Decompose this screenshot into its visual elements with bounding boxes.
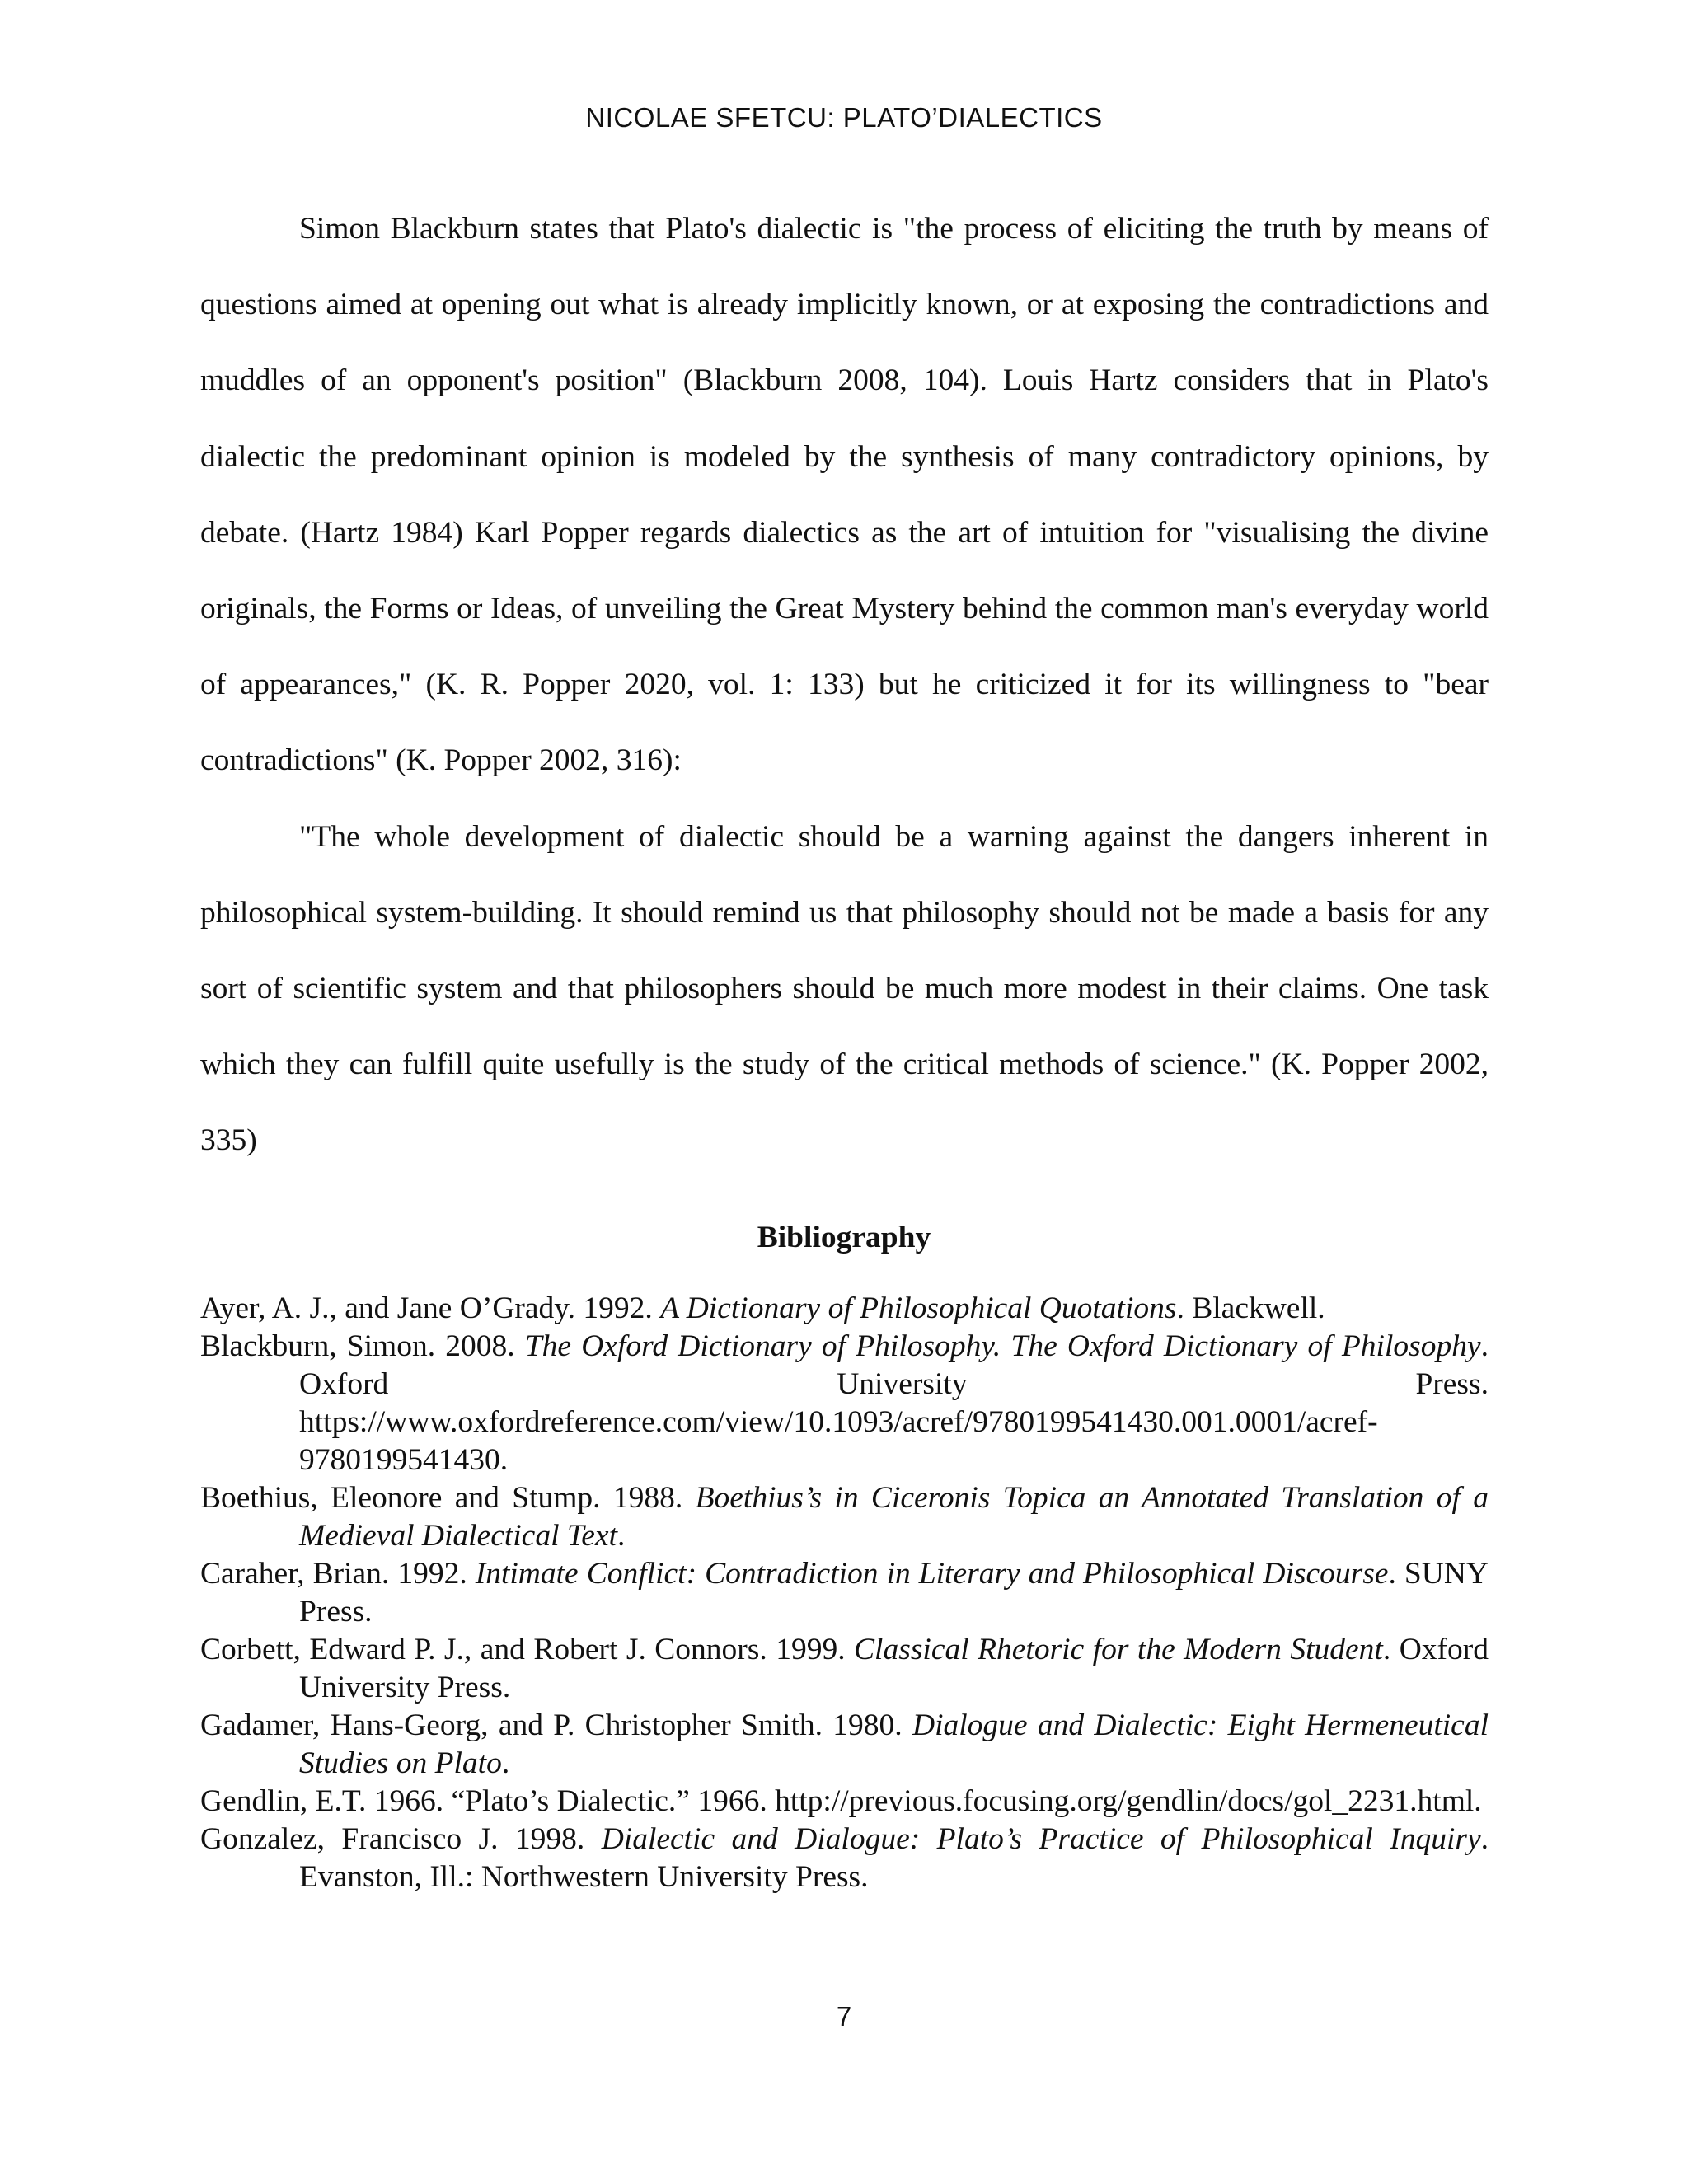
bibliography-list [200,1290,1489,1896]
paragraph-popper-quote: "The whole development of dialectic should be a warning against the dangers inherent in philosophical system-building. It should remind us that philosophy should not be made a basis for any sort of scientific system and that philosophers should be much more modest in their claims. One task which they can fulfill quite usefully is the study of the critical methods of science." (K. Popper 2002, 335) [200,819,1489,1158]
bib-entry: Gonzalez, Francisco J. 1998. Dialectic and Dialogue: Plato’s Practice of Philosophical Inquiry. Evanston, Ill.: Northwestern University Press. [200,1822,1489,1894]
bib-entry: Gadamer, Hans-Georg, and P. Christopher Smith. 1980. Dialogue and Dialectic: Eight Hermeneutical Studies on Plato. [200,1708,1489,1780]
page-number: 7 [836,2001,852,2032]
paragraph-blackburn: Simon Blackburn states that Plato's dialectic is "the process of eliciting the truth by means of questions aimed at opening out what is already implicitly known, or at exposing the contradictions and muddles of an opponent's position" (Blackburn 2008, 104). Louis Hartz considers that in Plato's dialectic the predominant opinion is modeled by the synthesis of many contradictory opinions, by debate. (Hartz 1984) Karl Popper regards dialectics as the art of intuition for "visualising the divine originals, the Forms or Ideas, of unveiling the Great Mystery behind the common man's everyday world of appearances," (K. R. Popper 2020, vol. 1: 133) but he criticized it for its willingness to "bear contradictions" (K. Popper 2002, 316): [200,212,1489,778]
bib-entry: Boethius, Eleonore and Stump. 1988. Boethius’s in Ciceronis Topica an Annotated Translation of a Medieval Dialectical Text. [200,1481,1489,1553]
bib-entry: Caraher, Brian. 1992. Intimate Conflict: Contradiction in Literary and Philosophical Discourse. SUNY Press. [200,1557,1489,1629]
bibliography-heading: Bibliography [757,1221,931,1254]
body-text [200,191,1489,1179]
bib-entry: Blackburn, Simon. 2008. The Oxford Dictionary of Philosophy. The Oxford Dictionary of Philosophy. Oxford University Press. https://www.oxfordreference.com/view/10.1093/acref/9780199541430.001.0001/acref-9780199541430. [200,1329,1489,1477]
bib-entry: Gendlin, E.T. 1966. “Plato’s Dialectic.” 1966. http://previous.focusing.org/gendlin/docs/gol_2231.html. [200,1784,1482,1818]
running-header: NICOLAE SFETCU: PLATO’DIALECTICS [585,102,1103,133]
bib-entry: Ayer, A. J., and Jane O’Grady. 1992. A Dictionary of Philosophical Quotations. Blackwell. [200,1291,1325,1325]
bib-entry: Corbett, Edward P. J., and Robert J. Connors. 1999. Classical Rhetoric for the Modern Student. Oxford University Press. [200,1633,1489,1704]
